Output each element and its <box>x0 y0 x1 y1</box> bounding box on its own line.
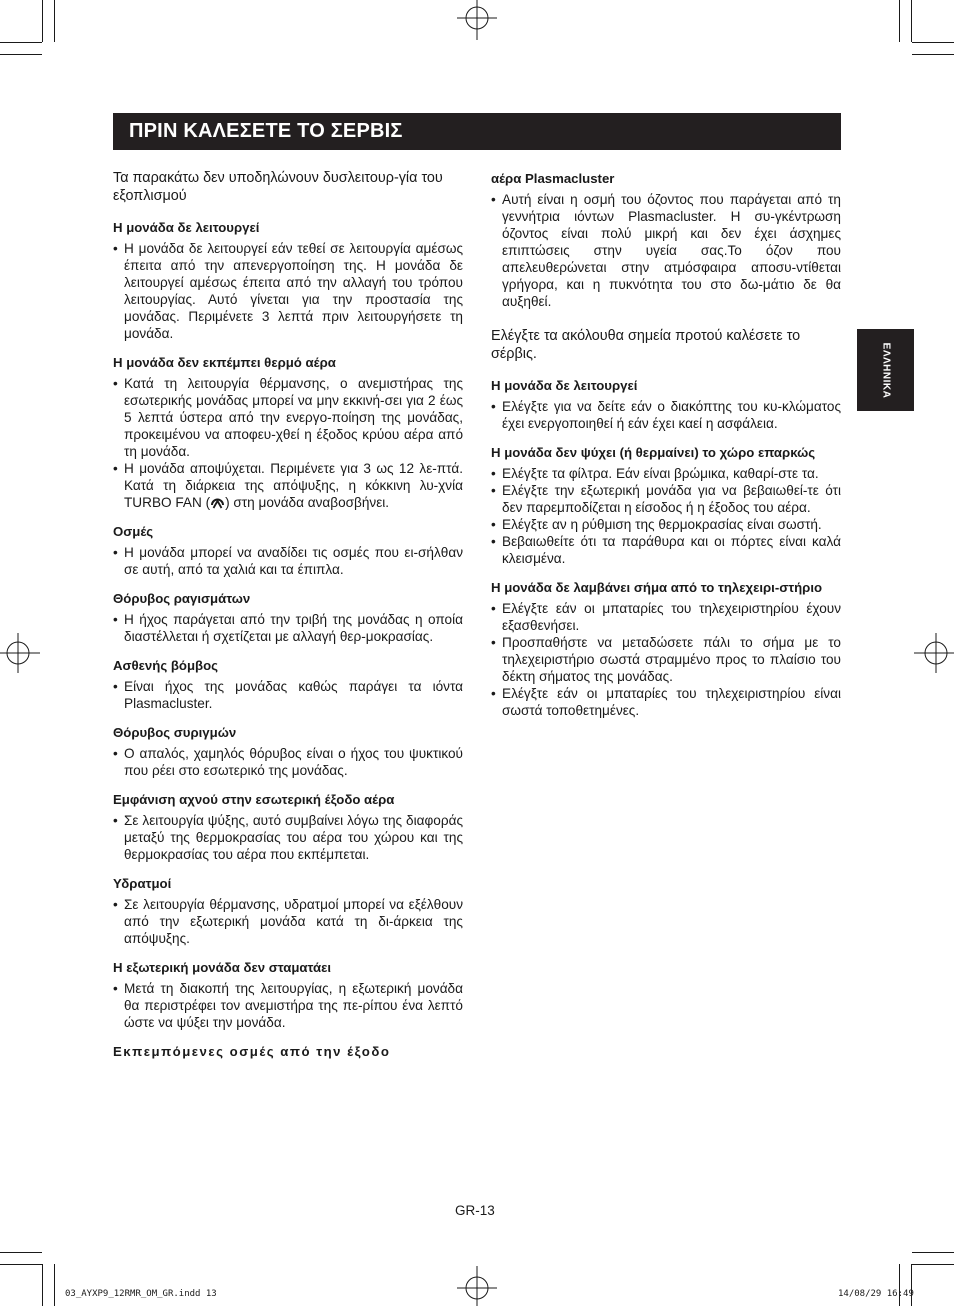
page-number: GR-13 <box>455 1203 495 1218</box>
section-heading: Η μονάδα δεν εκπέμπει θερμό αέρα <box>113 355 336 370</box>
section-heading-continued: αέρα Plasmacluster <box>491 171 615 186</box>
language-tab-label: ΕΛΛΗΝΙΚΑ <box>880 342 891 398</box>
bullet-list <box>113 896 463 947</box>
list-item: • Ελέγξτε αν η ρύθμιση της θερμοκρασίας είναι σωστή. <box>491 516 841 533</box>
registration-mark <box>457 0 497 40</box>
list-item: • Η ήχος παράγεται από την τριβή της μονάδας η οποία διαστέλλεται ή σχετίζεται με αλλαγή θερ-μοκρασίας. <box>113 611 463 645</box>
bullet-list <box>491 398 841 432</box>
section-heading: Η μονάδα δε λειτουργεί <box>113 220 260 235</box>
list-item: • Είναι ήχος της μονάδας καθώς παράγει τα ιόντα Plasmacluster. <box>113 678 463 712</box>
intro-text: Ελέγξτε τα ακόλουθα σημεία προτού καλέσετε το σέρβις. <box>491 328 801 362</box>
crop-mark <box>912 42 954 43</box>
crop-mark <box>899 0 900 42</box>
crop-mark <box>911 1264 912 1306</box>
crop-mark <box>42 0 43 42</box>
crop-mark <box>42 1264 43 1306</box>
footer-timestamp: 14/08/29 16:49 <box>838 1289 914 1299</box>
section-heading: Η εξωτερική μονάδα δεν σταματάει <box>113 960 332 975</box>
list-item: • Ελέγξτε την εξωτερική μονάδα για να βεβαιωθεί-τε ότι δεν παρεμποδίζεται η είσοδος ή η έξοδος του αέρα. <box>491 482 841 516</box>
list-item: • Σε λειτουργία θέρμανσης, υδρατμοί μπορεί να εξέλθουν από την εξωτερική μονάδα κατά τη δι-άρκεια της απόψυξης. <box>113 896 463 947</box>
bullet-list <box>113 240 463 342</box>
section-heading: Η μονάδα δε λειτουργεί <box>491 378 638 393</box>
section-heading: Η μονάδα δεν ψύχει (ή θερμαίνει) το χώρο επαρκώς <box>491 445 816 460</box>
list-item: • Ο απαλός, χαμηλός θόρυβος είναι ο ήχος του ψυκτικού που ρέει στο εσωτερικό της μονάδας. <box>113 745 463 779</box>
bullet-list <box>113 375 463 511</box>
list-item: • Αυτή είναι η οσμή του όζοντος που παράγεται από τη γεννήτρια ιόντων Plasmacluster. Η συ-γκέντρωση όζοντος είναι πολύ μικρή και δεν έχει άσχημες επιπτώσεις στην υγεία σας.Το όζον που απελευθερώνεται στην ατμόσφαιρα αποσυ-ντίθεται γρήγορα, και η πυκνότητα του στο δω-μάτιο δε θα αυξηθεί. <box>491 191 841 310</box>
bullet-list <box>113 980 463 1031</box>
right-column <box>491 170 841 719</box>
left-column <box>113 170 463 1064</box>
list-item: • Μετά τη διακοπή της λειτουργίας, η εξωτερική μονάδα θα περιστρέφει τον ανεμιστήρα της πε-ρίπου ένα λεπτό ώστε να ψύξει την μονάδα. <box>113 980 463 1031</box>
list-item-text: ) στη μονάδα αναβοσβήνει. <box>225 495 390 510</box>
section-heading: Οσμές <box>113 524 154 539</box>
list-item: • Ελέγξτε τα φίλτρα. Εάν είναι βρώμικα, καθαρί-στε τα. <box>491 465 841 482</box>
section-heading: Ασθενής βόμβος <box>113 658 218 673</box>
intro-text: Τα παρακάτω δεν υποδηλώνουν δυσλειτουρ-γία του εξοπλισμού <box>113 170 443 204</box>
bullet-list <box>491 465 841 567</box>
section-heading: Εκπεμπόμενες οσμές από την έξοδο <box>113 1044 391 1059</box>
list-item: • Βεβαιωθείτε ότι τα παράθυρα και οι πόρτες είναι καλά κλεισμένα. <box>491 533 841 567</box>
crop-mark <box>912 1264 954 1265</box>
list-item: • Προσπαθήστε να μεταδώσετε πάλι το σήμα με το τηλεχειριστήριο σωστά στραμμένο προς το πλαίσιο του δέκτη σήματος της μονάδας. <box>491 634 841 685</box>
crop-mark <box>54 0 55 42</box>
list-item <box>113 460 463 511</box>
registration-mark <box>0 633 40 673</box>
crop-mark <box>899 1264 900 1306</box>
registration-mark <box>914 633 954 673</box>
bullet-list <box>491 191 841 310</box>
turbo-fan-icon <box>210 497 225 510</box>
crop-mark <box>54 1264 55 1306</box>
list-item: • Η μονάδα μπορεί να αναδίδει τις οσμές που ει-σήλθαν σε αυτή, από τα χαλιά και τα έπιπλα. <box>113 544 463 578</box>
footer-file-name: 03_AYXP9_12RMR_OM_GR.indd 13 <box>65 1289 217 1299</box>
section-heading: Υδρατμοί <box>113 876 172 891</box>
bullet-list <box>491 600 841 719</box>
crop-mark <box>912 54 954 55</box>
crop-mark <box>0 1252 42 1253</box>
list-item: • Ελέγξτε εάν οι μπαταρίες του τηλεχειριστηρίου είναι σωστά τοποθετημένες. <box>491 685 841 719</box>
list-item: • Η μονάδα δε λειτουργεί εάν τεθεί σε λειτουργία αμέσως έπειτα από την απενεργοποίηση της. Η μονάδα δε λειτουργεί αμέσως έπειτα από την αλλαγή του τρόπου λειτουργίας. Αυτό γίνεται για την προστασία της μονάδας. Περιμένετε 3 λεπτά πριν λειτουργήσετε τη μονάδα. <box>113 240 463 342</box>
section-heading: Εμφάνιση αχνού στην εσωτερική έξοδο αέρα <box>113 792 395 807</box>
crop-mark <box>0 54 42 55</box>
section-heading: Θόρυβος ραγισμάτων <box>113 591 251 606</box>
bullet-list <box>113 611 463 645</box>
crop-mark <box>912 1252 954 1253</box>
language-tab <box>857 329 914 411</box>
list-item: • Σε λειτουργία ψύξης, αυτό συμβαίνει λόγω της διαφοράς μεταξύ της θερμοκρασίας του αέρα του χώρου και της θερμοκρασίας του αέρα που εκπέμπεται. <box>113 812 463 863</box>
crop-mark <box>911 0 912 42</box>
crop-mark <box>0 1264 42 1265</box>
section-heading: Θόρυβος συριγμών <box>113 725 237 740</box>
bullet-list <box>113 544 463 578</box>
bullet-list <box>113 745 463 779</box>
crop-mark <box>0 42 42 43</box>
bullet-list <box>113 678 463 712</box>
list-item: • Κατά τη λειτουργία θέρμανσης, ο ανεμιστήρας της εσωτερικής μονάδας μπορεί να μην εκκινή-σει για 2 έως 5 λεπτά ύστερα από την ενεργο-ποίηση της μονάδας, προκειμένου να αποφευ-χθεί η έξοδος κρύου αέρα από τη μονάδα. <box>113 375 463 460</box>
spacer <box>491 310 841 328</box>
list-item: • Ελέγξτε εάν οι μπαταρίες του τηλεχειριστηρίου έχουν εξασθενήσει. <box>491 600 841 634</box>
registration-mark <box>457 1266 497 1306</box>
page-title: ΠΡΙΝ ΚΑΛΕΣΕΤΕ ΤΟ ΣΕΡΒΙΣ <box>113 113 841 150</box>
list-item: • Ελέγξτε για να δείτε εάν ο διακόπτης του κυ-κλώματος έχει ενεργοποιηθεί ή εάν έχει καεί η ασφάλεια. <box>491 398 841 432</box>
section-heading: Η μονάδα δε λαμβάνει σήμα από το τηλεχειρι-στήριο <box>491 580 823 595</box>
bullet-list <box>113 812 463 863</box>
list-item-text: Η μονάδα αποψύχεται. Περιμένετε για 3 ως 12 λε-πτά. Κατά τη διάρκεια της απόψυξης, η κόκκινη λυ-χνία TURBO FAN ( <box>124 461 463 510</box>
